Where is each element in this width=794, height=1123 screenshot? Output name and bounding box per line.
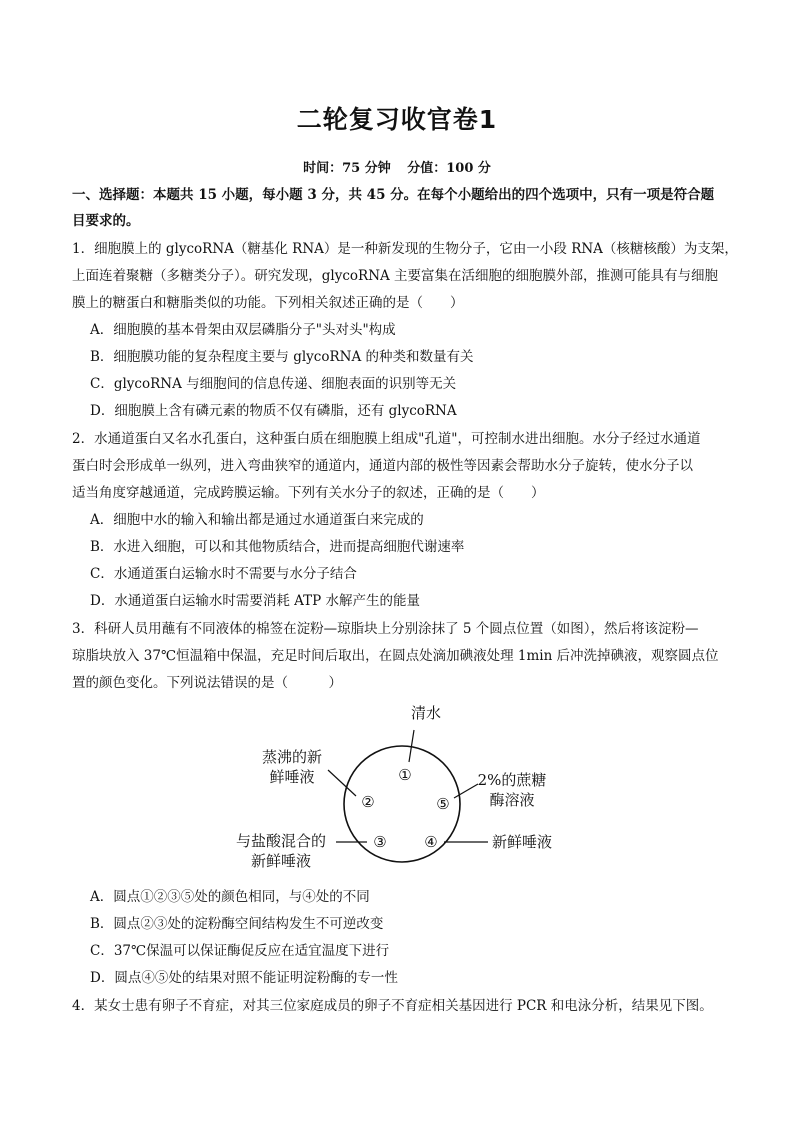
section-heading-line2: 目要求的。 xyxy=(72,213,140,229)
point-5-marker: ⑤ xyxy=(436,795,450,813)
q1-stem-line2: 上面连着聚糖（多糖类分子）。研究发现，glycoRNA 主要富集在活细胞的细胞膜外部，推测可能具有与细胞 xyxy=(72,268,719,284)
point-3-marker: ③ xyxy=(373,833,387,851)
q2-stem-line1: 2．水通道蛋白又名水孔蛋白，这种蛋白质在细胞膜上组成"孔道"，可控制水进出细胞。水分子经过水通道 xyxy=(72,431,701,447)
exam-meta xyxy=(0,157,794,176)
starch-agar-diagram xyxy=(220,698,580,878)
q3-option-a: A．圆点①②③⑤处的颜色相同，与④处的不同 xyxy=(90,889,370,905)
point-5-label-line1: 2%的蔗糖 xyxy=(477,771,547,789)
q2-option-b: B．水进入细胞，可以和其他物质结合，进而提高细胞代谢速率 xyxy=(90,539,465,555)
q3-option-c: C．37℃保温可以保证酶促反应在适宜温度下进行 xyxy=(90,943,390,959)
point-4-marker: ④ xyxy=(424,833,438,851)
point-4-label: 新鲜唾液 xyxy=(492,833,553,851)
q3-stem-line2: 琼脂块放入 37℃恒温箱中保温，充足时间后取出，在圆点处滴加碘液处理 1min 后冲洗掉碘液，观察圆点位 xyxy=(72,648,719,664)
point-2-label-line1: 蒸沸的新 xyxy=(261,748,323,766)
q2-stem-line2: 蛋白时会形成单一纵列，进入弯曲狭窄的通道内，通道内部的极性等因素会帮助水分子旋转，使水分子以 xyxy=(72,458,693,474)
section-heading-line1: 一、选择题：本题共 15 小题，每小题 3 分，共 45 分。在每个小题给出的四个选项中，只有一项是符合题 xyxy=(72,187,715,203)
q4-stem-line1: 4．某女士患有卵子不育症，对其三位家庭成员的卵子不育症相关基因进行 PCR 和电泳分析，结果见下图。 xyxy=(72,998,713,1014)
point-1-marker: ① xyxy=(398,766,412,784)
point-3-label-line2: 新鲜唾液 xyxy=(250,852,312,870)
q1-option-a: A．细胞膜的基本骨架由双层磷脂分子"头对头"构成 xyxy=(90,322,396,338)
q2-stem-line3: 适当角度穿越通道，完成跨膜运输。下列有关水分子的叙述，正确的是（ ） xyxy=(72,485,545,501)
point-3-label-line1: 与盐酸混合的 xyxy=(235,832,327,850)
exam-title: 二轮复习收官卷1 xyxy=(296,105,498,134)
q2-option-c: C．水通道蛋白运输水时不需要与水分子结合 xyxy=(90,566,357,582)
q1-option-d: D．细胞膜上含有磷元素的物质不仅有磷脂，还有 glycoRNA xyxy=(90,403,457,419)
point-1-label: 清水 xyxy=(410,704,442,722)
point-2-marker: ② xyxy=(361,793,375,811)
point-2-label-line2: 鲜唾液 xyxy=(269,768,315,786)
q1-option-c: C．glycoRNA 与细胞间的信息传递、细胞表面的识别等无关 xyxy=(90,376,457,392)
q3-option-d: D．圆点④⑤处的结果对照不能证明淀粉酶的专一性 xyxy=(90,970,398,986)
q3-stem-line3: 置的颜色变化。下列说法错误的是（ ） xyxy=(72,675,342,691)
q2-option-a: A．细胞中水的输入和输出都是通过水通道蛋白来完成的 xyxy=(90,512,424,528)
q2-option-d: D．水通道蛋白运输水时需要消耗 ATP 水解产生的能量 xyxy=(90,593,421,609)
exam-score: 分值：100 分 xyxy=(407,161,491,176)
q3-figure xyxy=(220,698,580,878)
q3-stem-line1: 3．科研人员用蘸有不同液体的棉签在淀粉—琼脂块上分别涂抹了 5 个圆点位置（如图），然后将该淀粉— xyxy=(72,621,699,637)
point-5-label-line2: 酶溶液 xyxy=(489,791,535,809)
q1-stem-line1: 1．细胞膜上的 glycoRNA（糖基化 RNA）是一种新发现的生物分子，它由一小段 RNA（核糖核酸）为支架， xyxy=(72,241,738,257)
q1-stem-line3: 膜上的糖蛋白和糖脂类似的功能。下列相关叙述正确的是（ ） xyxy=(72,295,464,311)
exam-time: 时间：75 分钟 xyxy=(303,161,391,176)
q1-option-b: B．细胞膜功能的复杂程度主要与 glycoRNA 的种类和数量有关 xyxy=(90,349,474,365)
q3-option-b: B．圆点②③处的淀粉酶空间结构发生不可逆改变 xyxy=(90,916,384,932)
